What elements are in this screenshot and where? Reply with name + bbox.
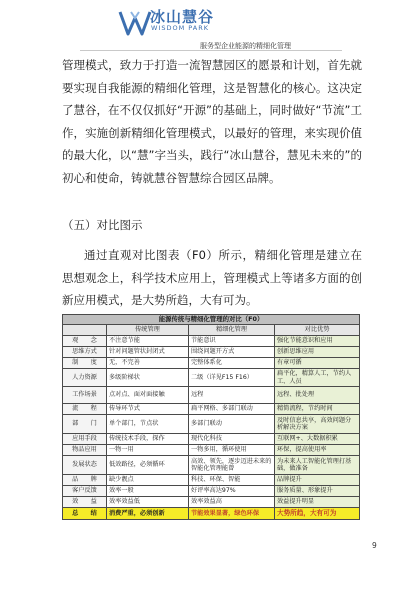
table-cell: 多部门联动	[189, 415, 275, 434]
table-cell: 效益提升明显	[275, 497, 360, 508]
table-cell: 传统技术手段，探作	[107, 434, 189, 445]
table-cell: 观 念	[63, 336, 107, 347]
table-cell: 二级（详见F15 F16）	[189, 369, 275, 387]
table-cell: 现代化科技	[189, 434, 275, 445]
table-cell: 效率效益低	[107, 497, 189, 508]
table-cell: 单个部门，节点状	[107, 415, 189, 434]
table-cell: 效 益	[63, 497, 107, 508]
header-cell	[63, 325, 107, 336]
table-header-row	[63, 325, 360, 336]
table-cell: 环保，提高使用率	[275, 445, 360, 456]
table-cell: 大势所趋，大有可为	[275, 508, 360, 520]
table-cell: 有章可循	[275, 358, 360, 369]
table-cell: 节能效果显著，绿色环保	[189, 508, 275, 520]
table-cell: 针对问题管状封闭式	[107, 347, 189, 358]
table-cell: 精简流程，节约时间	[275, 404, 360, 415]
table-cell: 效率效益高	[189, 497, 275, 508]
table-row	[63, 404, 360, 415]
table-cell: 缺少靓点	[107, 475, 189, 486]
table-row	[63, 358, 360, 369]
table-row	[63, 445, 360, 456]
header-cell: 传统管理	[107, 325, 189, 336]
table-cell: 流 程	[63, 404, 107, 415]
table-summary-row	[63, 508, 360, 520]
header-slogan: 服务型企业能源的精细化管理	[200, 42, 291, 50]
table-cell: 无，不完善	[107, 358, 189, 369]
table-row	[63, 347, 360, 358]
table-cell: 品 牌	[63, 475, 107, 486]
table-cell: 消费严重，必须创新	[107, 508, 189, 520]
table-cell: 好评率高达97%	[189, 486, 275, 497]
table-row	[63, 475, 360, 486]
table-cell: 节能意识	[189, 336, 275, 347]
table-cell: 远程、批处理	[275, 387, 360, 404]
table-cell: 品牌提升	[275, 475, 360, 486]
table-cell: 远程	[189, 387, 275, 404]
table-row	[63, 497, 360, 508]
section-title: （五）对比图示	[62, 218, 143, 232]
logo-subtitle: WISDOM PARK	[151, 24, 209, 32]
comparison-table	[62, 314, 359, 520]
table-row	[63, 456, 360, 475]
table-cell: 完整体系化	[189, 358, 275, 369]
table-cell: 部 门	[63, 415, 107, 434]
table-cell: 科技、环保、智能	[189, 475, 275, 486]
table-cell: 点对点、面对面接触	[107, 387, 189, 404]
table-row	[63, 486, 360, 497]
header-cell: 对比优势	[275, 325, 360, 336]
table-cell: 为未来人工智能化管理打基础，做准备	[275, 456, 360, 475]
header-cell: 精细化管理	[189, 325, 275, 336]
table-row	[63, 415, 360, 434]
logo-title: 冰山慧谷	[150, 8, 215, 26]
table-row	[63, 336, 360, 347]
table-cell: 发展状态	[63, 456, 107, 475]
table-cell: 制 度	[63, 358, 107, 369]
table-cell: 强化节能意识和应用	[275, 336, 360, 347]
table-cell: 围绕问题开方式	[189, 347, 275, 358]
table-body	[63, 336, 360, 520]
table-cell: 一物多用，循环使用	[189, 445, 275, 456]
table-row	[63, 387, 360, 404]
table-row	[63, 369, 360, 387]
table-title: 能源传统与精细化管理的对比（F0）	[63, 315, 360, 325]
table-cell: 扁平化，精算人工，节约人工、人员	[275, 369, 360, 387]
table-cell: 思维方式	[63, 347, 107, 358]
table-cell: 总 结	[63, 508, 107, 520]
table-cell: 不注意节能	[107, 336, 189, 347]
table-cell: 工作场景	[63, 387, 107, 404]
table-cell: 互联网+、大数据积累	[275, 434, 360, 445]
table-cell: 人力资源	[63, 369, 107, 387]
table-cell: 一物一用	[107, 445, 189, 456]
table-row	[63, 434, 360, 445]
table-cell: 高效、领先，逐步迈进未来的智能化管理能曾	[189, 456, 275, 475]
page-header	[0, 0, 412, 52]
table-cell: 效率一般	[107, 486, 189, 497]
wisdom-park-logo-icon	[118, 8, 152, 38]
table-cell: 低效路径，必须循环	[107, 456, 189, 475]
paragraph-comparison: 通过直观对比图表（F0）所示，精细化管理是建立在思想观念上，科学技术应用上，管理模式上等诸多方面的创新应用模式，是大势所趋，大有可为。	[62, 248, 362, 307]
table-cell: 多级阶梯状	[107, 369, 189, 387]
table-cell: 扁平网格、多部门联动	[189, 404, 275, 415]
table-cell: 物品应用	[63, 445, 107, 456]
table-cell: 及时信息共享，高效问题分析解决方案	[275, 415, 360, 434]
table-cell: 创新思维应用	[275, 347, 360, 358]
table-cell: 传导环节式	[107, 404, 189, 415]
page-number: 9	[372, 541, 377, 550]
header-divider	[80, 50, 342, 51]
table-cell: 客户反馈	[63, 486, 107, 497]
table-cell: 服务质量、形象提升	[275, 486, 360, 497]
table-cell: 应用手段	[63, 434, 107, 445]
paragraph-intro: 管理模式，致力于打造一流智慧园区的愿景和计划，首先就要实现自我能源的精细化管理，这是智慧化的核心。这决定了慧谷，在不仅仅抓好“开源”的基础上，同时做好“节流”工作，实施创新精细化管理模式，以最好的管理，来实现价值的最大化，以“慧”字当头，践行“冰山慧谷，慧见未来的”的初心和使命，铸就慧谷智慧综合园区品牌。	[62, 58, 363, 185]
